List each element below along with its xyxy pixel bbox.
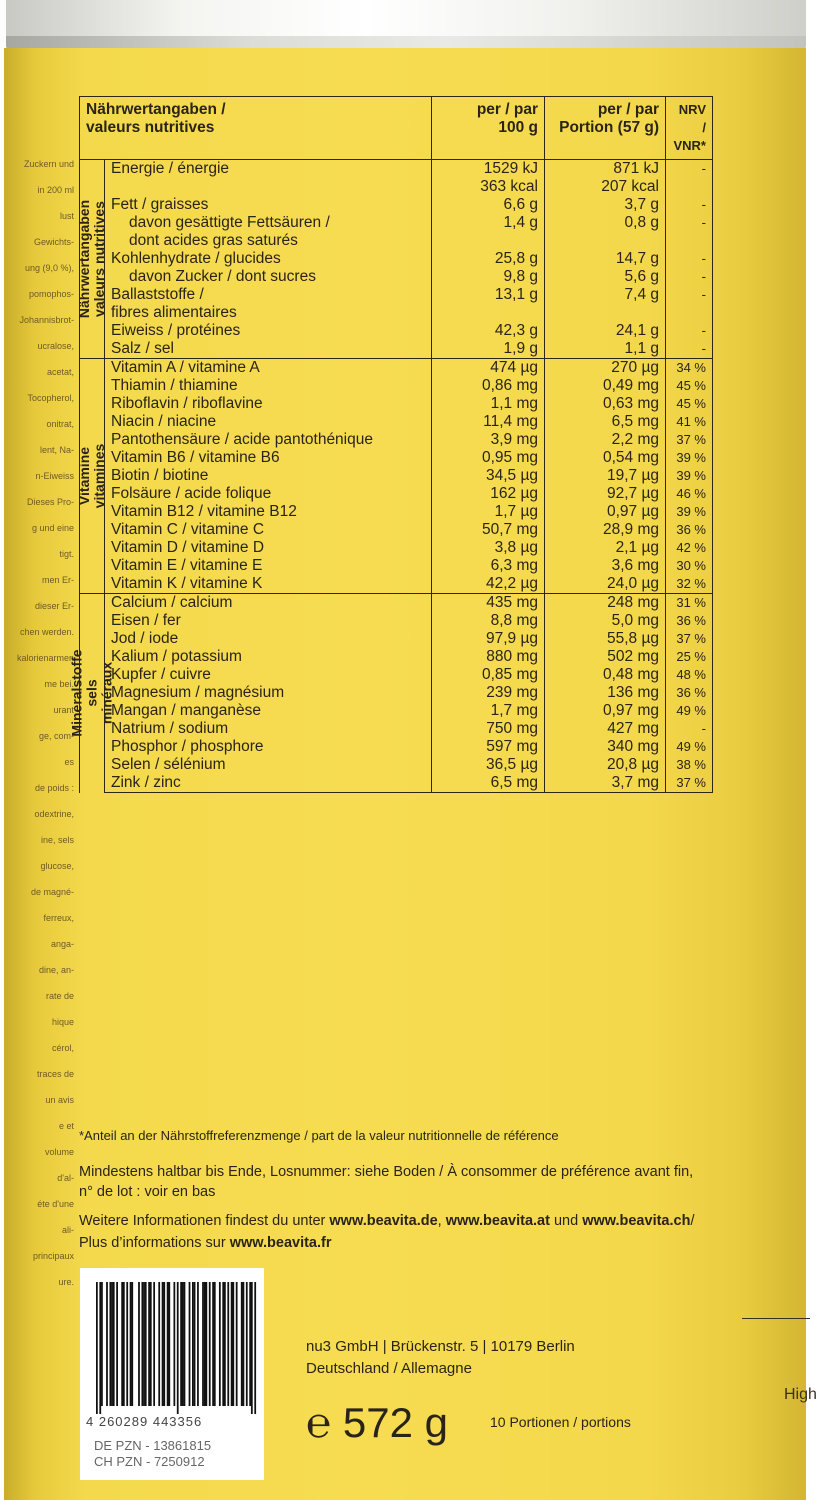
value-nrv: - — [666, 720, 713, 738]
side-fragment: n-Eiweiss — [35, 471, 74, 481]
section-label-text: Mineralstoffe sels minéraux — [68, 649, 115, 737]
section-label — [76, 160, 107, 359]
value-per-100g: 6,5 mg — [432, 774, 545, 793]
url-fr: www.beavita.fr — [229, 1235, 332, 1251]
value-per-portion: 1,1 g — [545, 340, 666, 359]
barcode-bar — [232, 1282, 234, 1406]
barcode-bar — [246, 1282, 248, 1406]
side-fragment: ge, com- — [38, 731, 74, 741]
side-fragment: de magné- — [30, 887, 74, 897]
table-row — [80, 413, 713, 431]
more-info-fr: / Plus d’informations sur — [79, 1213, 695, 1251]
nutrient-name: Eiweiss / protéines — [105, 322, 432, 340]
value-nrv: 49 % — [666, 702, 713, 720]
side-fragment: un avis — [45, 1095, 74, 1105]
value-per-portion: 2,1 µg — [545, 539, 666, 557]
header-name: Nährwertangaben / valeurs nutritives — [80, 97, 432, 160]
table-row — [80, 612, 713, 630]
table-row — [80, 377, 713, 395]
barcode-bar — [251, 1282, 253, 1414]
barcode-bar — [163, 1282, 165, 1406]
side-fragment: rate de — [45, 991, 74, 1001]
side-fragment: chen werden. — [19, 627, 74, 637]
value-per-100g: 1529 kJ 363 kcal — [432, 160, 545, 197]
side-fragment: ine, sels — [40, 835, 74, 845]
header-per-100g: per / par 100 g — [432, 97, 545, 160]
nutrient-name: Vitamin A / vitamine A — [105, 359, 432, 378]
barcode-bar — [162, 1282, 164, 1406]
value-per-portion: 14,7 g — [545, 250, 666, 268]
side-fragment: urant — [53, 705, 74, 715]
table-row — [80, 268, 713, 286]
value-per-100g: 36,5 µg — [432, 756, 545, 774]
table-row — [80, 648, 713, 666]
value-nrv: - — [666, 286, 713, 322]
side-fragment: e et — [58, 1121, 74, 1131]
value-per-100g: 162 µg — [432, 485, 545, 503]
nutrient-name: Jod / iode — [105, 630, 432, 648]
side-fragment: éte d'une — [37, 1199, 74, 1209]
value-nrv: - — [666, 250, 713, 268]
side-fragment: ure. — [58, 1277, 74, 1287]
barcode-bar — [249, 1282, 251, 1406]
side-fragment: Gewichts- — [33, 237, 74, 247]
value-per-100g: 97,9 µg — [432, 630, 545, 648]
value-per-100g: 1,1 mg — [432, 395, 545, 413]
barcode-bar — [123, 1282, 125, 1406]
value-nrv: 36 % — [666, 521, 713, 539]
value-per-portion: 3,7 g — [545, 196, 666, 214]
table-row — [80, 467, 713, 485]
section-label-text: Vitamine vitamines — [76, 443, 107, 509]
nutrient-name: Riboflavin / riboflavine — [105, 395, 432, 413]
side-fragment: ali- — [61, 1225, 74, 1235]
value-per-100g: 3,8 µg — [432, 539, 545, 557]
more-info-sep: , — [437, 1213, 446, 1229]
side-fragment: pomophos- — [28, 289, 74, 299]
value-per-portion: 6,5 mg — [545, 413, 666, 431]
nutrient-name: Fett / graisses — [105, 196, 432, 214]
value-per-portion: 0,97 µg — [545, 503, 666, 521]
side-fragment: lent, Na- — [39, 445, 74, 455]
side-fragment: ucralose, — [37, 341, 74, 351]
best-before-text: Mindestens haltbar bis Ende, Losnummer: siehe Boden / À consommer de préférence avant fin, n° de lot : voir en bas — [79, 1164, 694, 1200]
value-nrv: - — [666, 340, 713, 359]
nutrient-name: Calcium / calcium — [105, 594, 432, 613]
table-row — [80, 431, 713, 449]
side-fragment: Dieses Pro- — [26, 497, 74, 507]
barcode-bar — [202, 1282, 204, 1406]
side-fragment: hique — [51, 1017, 74, 1027]
value-per-100g: 25,8 g — [432, 250, 545, 268]
value-per-100g: 42,3 g — [432, 322, 545, 340]
barcode-bar — [131, 1282, 133, 1406]
nutrient-name: Mangan / manganèse — [105, 702, 432, 720]
value-per-100g: 8,8 mg — [432, 612, 545, 630]
side-fragment: onitrat, — [46, 419, 74, 429]
barcode-bar — [150, 1282, 152, 1406]
url-de: www.beavita.de — [329, 1213, 438, 1229]
address-line2: Deutschland / Allemagne — [306, 1360, 472, 1377]
table-row — [80, 322, 713, 340]
value-per-portion: 0,8 g — [545, 214, 666, 250]
table-row — [80, 521, 713, 539]
value-per-portion: 20,8 µg — [545, 756, 666, 774]
value-nrv: 48 % — [666, 666, 713, 684]
side-fragment: kalorienarmen — [16, 653, 74, 663]
side-fragment: Zuckern und — [23, 159, 74, 169]
side-fragment: ferreux, — [43, 913, 74, 923]
barcode-bar — [143, 1282, 145, 1406]
value-per-portion: 0,63 mg — [545, 395, 666, 413]
side-fragment: tigt. — [59, 549, 74, 559]
barcode-bar — [99, 1282, 101, 1414]
table-row — [80, 395, 713, 413]
barcode-bar — [167, 1282, 169, 1406]
barcode-bar — [153, 1282, 155, 1406]
value-per-portion: 24,1 g — [545, 322, 666, 340]
side-fragment: ung (9,0 %), — [24, 263, 74, 273]
url-at: www.beavita.at — [445, 1213, 550, 1229]
header-per-portion: per / par Portion (57 g) — [545, 97, 666, 160]
side-fragment: g und eine — [31, 523, 74, 533]
value-per-portion: 427 mg — [545, 720, 666, 738]
value-per-100g: 1,9 g — [432, 340, 545, 359]
section-label-text: Nährwertangaben valeurs nutritives — [76, 199, 107, 319]
barcode-bar — [130, 1282, 132, 1406]
value-per-portion: 3,6 mg — [545, 557, 666, 575]
value-nrv: 39 % — [666, 467, 713, 485]
nutrient-name: davon Zucker / dont sucres — [105, 268, 432, 286]
barcode-bar — [209, 1282, 211, 1406]
pzn-ch: CH PZN - 7250912 — [94, 1454, 205, 1469]
table-row — [80, 485, 713, 503]
nutrient-name: Natrium / sodium — [105, 720, 432, 738]
value-per-portion: 3,7 mg — [545, 774, 666, 793]
value-nrv: 39 % — [666, 503, 713, 521]
nutrient-name: Energie / énergie — [105, 160, 432, 197]
barcode-bar — [182, 1282, 184, 1406]
barcode-bar — [184, 1282, 186, 1406]
barcode-bar — [236, 1282, 238, 1406]
side-fragment: dieser Er- — [34, 601, 74, 611]
value-per-portion: 871 kJ 207 kcal — [545, 160, 666, 197]
table-row — [80, 557, 713, 575]
value-nrv: 32 % — [666, 575, 713, 594]
value-per-100g: 239 mg — [432, 684, 545, 702]
barcode-icon — [96, 1282, 256, 1414]
barcode-bar — [101, 1282, 103, 1406]
side-fragment: cérol, — [51, 1043, 74, 1053]
nutrition-table — [68, 96, 713, 793]
value-nrv: - — [666, 160, 713, 197]
barcode-bar — [189, 1282, 191, 1406]
barcode-bar — [116, 1282, 118, 1406]
barcode-bar — [138, 1282, 140, 1406]
nutrient-name: Folsäure / acide folique — [105, 485, 432, 503]
table-row — [80, 720, 713, 738]
value-per-100g: 597 mg — [432, 738, 545, 756]
nutrient-name: Vitamin C / vitamine C — [105, 521, 432, 539]
table-row — [80, 359, 713, 378]
nutrient-name: Vitamin B12 / vitamine B12 — [105, 503, 432, 521]
value-nrv: 37 % — [666, 774, 713, 793]
value-per-portion: 92,7 µg — [545, 485, 666, 503]
barcode-bar — [205, 1282, 207, 1406]
value-per-100g: 0,95 mg — [432, 449, 545, 467]
barcode-bar — [204, 1282, 206, 1406]
value-nrv: 34 % — [666, 359, 713, 378]
side-fragment: es — [64, 757, 74, 767]
nutrient-name: Salz / sel — [105, 340, 432, 359]
value-nrv: 39 % — [666, 449, 713, 467]
manufacturer-address — [306, 1336, 575, 1380]
value-per-100g: 50,7 mg — [432, 521, 545, 539]
footnote: *Anteil an der Nährstoffreferenzmenge / part de la valeur nutritionnelle de référence — [79, 1128, 559, 1143]
barcode-bar — [227, 1282, 229, 1406]
table-row — [80, 196, 713, 214]
table-row — [80, 449, 713, 467]
ean-number: 4 260289 443356 — [86, 1414, 203, 1429]
value-per-portion: 0,48 mg — [545, 666, 666, 684]
section-label — [68, 594, 115, 793]
nutrient-name: Biotin / biotine — [105, 467, 432, 485]
side-fragment: de poids : — [34, 783, 74, 793]
value-per-portion: 55,8 µg — [545, 630, 666, 648]
value-nrv: 36 % — [666, 612, 713, 630]
barcode-bar — [243, 1282, 245, 1406]
value-nrv: - — [666, 196, 713, 214]
table-row — [80, 575, 713, 594]
value-nrv: 37 % — [666, 630, 713, 648]
value-nrv: 25 % — [666, 648, 713, 666]
barcode-bar — [121, 1282, 123, 1406]
barcode-bar — [194, 1282, 196, 1406]
side-fragment: Tocopherol, — [27, 393, 74, 403]
barcode-bar — [224, 1282, 226, 1406]
portions-text: 10 Portionen / portions — [490, 1414, 631, 1430]
value-nrv: 37 % — [666, 431, 713, 449]
value-per-portion: 2,2 mg — [545, 431, 666, 449]
table-row — [80, 594, 713, 613]
value-nrv: 42 % — [666, 539, 713, 557]
value-per-portion: 270 µg — [545, 359, 666, 378]
side-fragment: anga- — [50, 939, 74, 949]
barcode-bar — [212, 1282, 214, 1406]
table-row — [80, 286, 713, 322]
side-fragment: principaux — [32, 1251, 74, 1261]
address-line1: nu3 GmbH | Brückenstr. 5 | 10179 Berlin — [306, 1338, 575, 1355]
nutrient-name: Vitamin D / vitamine D — [105, 539, 432, 557]
value-nrv: 49 % — [666, 738, 713, 756]
nutrient-name: Niacin / niacine — [105, 413, 432, 431]
value-nrv: 30 % — [666, 557, 713, 575]
value-per-100g: 750 mg — [432, 720, 545, 738]
barcode-bar — [168, 1282, 170, 1406]
table-row — [80, 756, 713, 774]
value-nrv: 41 % — [666, 413, 713, 431]
value-nrv: 46 % — [666, 485, 713, 503]
value-per-100g: 6,3 mg — [432, 557, 545, 575]
nutrient-name: Vitamin K / vitamine K — [105, 575, 432, 594]
table-row — [80, 503, 713, 521]
value-per-100g: 1,7 mg — [432, 702, 545, 720]
nutrient-name: Magnesium / magnésium — [105, 684, 432, 702]
side-fragment: d'al- — [57, 1173, 74, 1183]
barcode-bar — [180, 1282, 182, 1406]
value-per-portion: 28,9 mg — [545, 521, 666, 539]
table-row — [80, 340, 713, 359]
barcode-bar — [145, 1282, 147, 1406]
value-per-portion: 5,0 mg — [545, 612, 666, 630]
table-row — [80, 702, 713, 720]
barcode-bar — [192, 1282, 194, 1406]
side-fragment: lust — [59, 211, 74, 221]
nutrient-name: Vitamin E / vitamine E — [105, 557, 432, 575]
value-per-portion: 0,49 mg — [545, 377, 666, 395]
value-per-100g: 474 µg — [432, 359, 545, 378]
value-per-100g: 9,8 g — [432, 268, 545, 286]
value-nrv: 38 % — [666, 756, 713, 774]
value-per-portion: 0,97 mg — [545, 702, 666, 720]
nutrient-name: Selen / sélénium — [105, 756, 432, 774]
barcode-bar — [177, 1282, 179, 1414]
nutrient-name: Ballaststoffe / fibres alimentaires — [105, 286, 432, 322]
table-row — [80, 774, 713, 793]
barcode-bar — [158, 1282, 160, 1406]
table-row — [80, 160, 713, 197]
barcode-bar — [141, 1282, 143, 1406]
barcode-bar — [197, 1282, 199, 1406]
table-row — [80, 684, 713, 702]
value-per-portion: 5,6 g — [545, 268, 666, 286]
right-side-text: High — [784, 1386, 817, 1403]
table-header — [80, 97, 713, 160]
side-fragment: acetat, — [46, 367, 74, 377]
value-per-100g: 0,85 mg — [432, 666, 545, 684]
side-fragment: glucose, — [40, 861, 74, 871]
more-info-mid: und — [549, 1213, 583, 1229]
value-per-portion: 19,7 µg — [545, 467, 666, 485]
more-info-text — [79, 1210, 709, 1254]
value-per-portion: 340 mg — [545, 738, 666, 756]
value-nrv: 45 % — [666, 395, 713, 413]
nutrient-name: Phosphor / phosphore — [105, 738, 432, 756]
pzn-numbers — [94, 1438, 211, 1470]
barcode-bar — [106, 1282, 108, 1406]
side-fragment: dine, an- — [38, 965, 74, 975]
value-nrv: 45 % — [666, 377, 713, 395]
value-per-100g: 6,6 g — [432, 196, 545, 214]
side-fragment: men Er- — [41, 575, 74, 585]
nutrient-name: Kalium / potassium — [105, 648, 432, 666]
value-per-100g: 34,5 µg — [432, 467, 545, 485]
nutrient-name: Thiamin / thiamine — [105, 377, 432, 395]
table-row — [80, 539, 713, 557]
nutrient-name: Zink / zinc — [105, 774, 432, 793]
nutrient-name: Kohlenhydrate / glucides — [105, 250, 432, 268]
net-weight: ℮ 572 g — [306, 1399, 448, 1446]
nutrient-name: Eisen / fer — [105, 612, 432, 630]
nutrient-name: Kupfer / cuivre — [105, 666, 432, 684]
value-per-100g: 42,2 µg — [432, 575, 545, 594]
table-row — [80, 630, 713, 648]
side-fragment: Johannisbrot- — [19, 315, 74, 325]
value-per-100g: 0,86 mg — [432, 377, 545, 395]
barcode-bar — [173, 1282, 175, 1406]
barcode-bar — [148, 1282, 150, 1406]
barcode-bar — [241, 1282, 243, 1406]
value-per-100g: 1,7 µg — [432, 503, 545, 521]
nutrient-name: Pantothensäure / acide pantothénique — [105, 431, 432, 449]
barcode-label — [80, 1268, 264, 1480]
table-row — [80, 666, 713, 684]
nutrient-name: davon gesättigte Fettsäuren / dont acides gras saturés — [105, 214, 432, 250]
value-nrv: 36 % — [666, 684, 713, 702]
value-per-portion: 248 mg — [545, 594, 666, 613]
barcode-bar — [111, 1282, 113, 1406]
value-per-portion: 136 mg — [545, 684, 666, 702]
barcode-bar — [126, 1282, 128, 1406]
header-nrv: NRV / VNR* — [666, 97, 713, 160]
value-nrv: - — [666, 322, 713, 340]
side-fragment: odextrine, — [34, 809, 74, 819]
barcode-bar — [96, 1282, 98, 1414]
side-fragment: me bei. — [44, 679, 74, 689]
value-per-portion: 502 mg — [545, 648, 666, 666]
value-per-100g: 880 mg — [432, 648, 545, 666]
barcode-bar — [219, 1282, 221, 1406]
section-label — [76, 359, 107, 594]
value-per-100g: 13,1 g — [432, 286, 545, 322]
value-per-100g: 11,4 mg — [432, 413, 545, 431]
pzn-de: DE PZN - 13861815 — [94, 1438, 212, 1453]
table-row — [80, 214, 713, 250]
table-row — [80, 250, 713, 268]
side-fragment: volume — [44, 1147, 74, 1157]
side-fragment: in 200 ml — [37, 185, 74, 195]
value-per-100g: 3,9 mg — [432, 431, 545, 449]
left-side-text — [4, 158, 78, 1338]
value-per-portion: 0,54 mg — [545, 449, 666, 467]
barcode-bar — [231, 1282, 233, 1406]
barcode-bar — [222, 1282, 224, 1406]
right-divider — [742, 1318, 810, 1319]
more-info-pre: Weitere Informationen findest du unter — [79, 1213, 330, 1229]
barcode-bar — [109, 1282, 111, 1406]
value-per-100g: 1,4 g — [432, 214, 545, 250]
value-nrv: - — [666, 214, 713, 250]
value-per-100g: 435 mg — [432, 594, 545, 613]
value-per-portion: 24,0 µg — [545, 575, 666, 594]
value-nrv: - — [666, 268, 713, 286]
nutrient-name: Vitamin B6 / vitamine B6 — [105, 449, 432, 467]
barcode-bar — [254, 1282, 256, 1414]
barcode-bar — [214, 1282, 216, 1406]
table-row — [80, 738, 713, 756]
side-fragment: traces de — [36, 1069, 74, 1079]
url-ch: www.beavita.ch — [582, 1213, 691, 1229]
value-per-portion: 7,4 g — [545, 286, 666, 322]
value-nrv: 31 % — [666, 594, 713, 613]
barcode-bar — [113, 1282, 115, 1406]
